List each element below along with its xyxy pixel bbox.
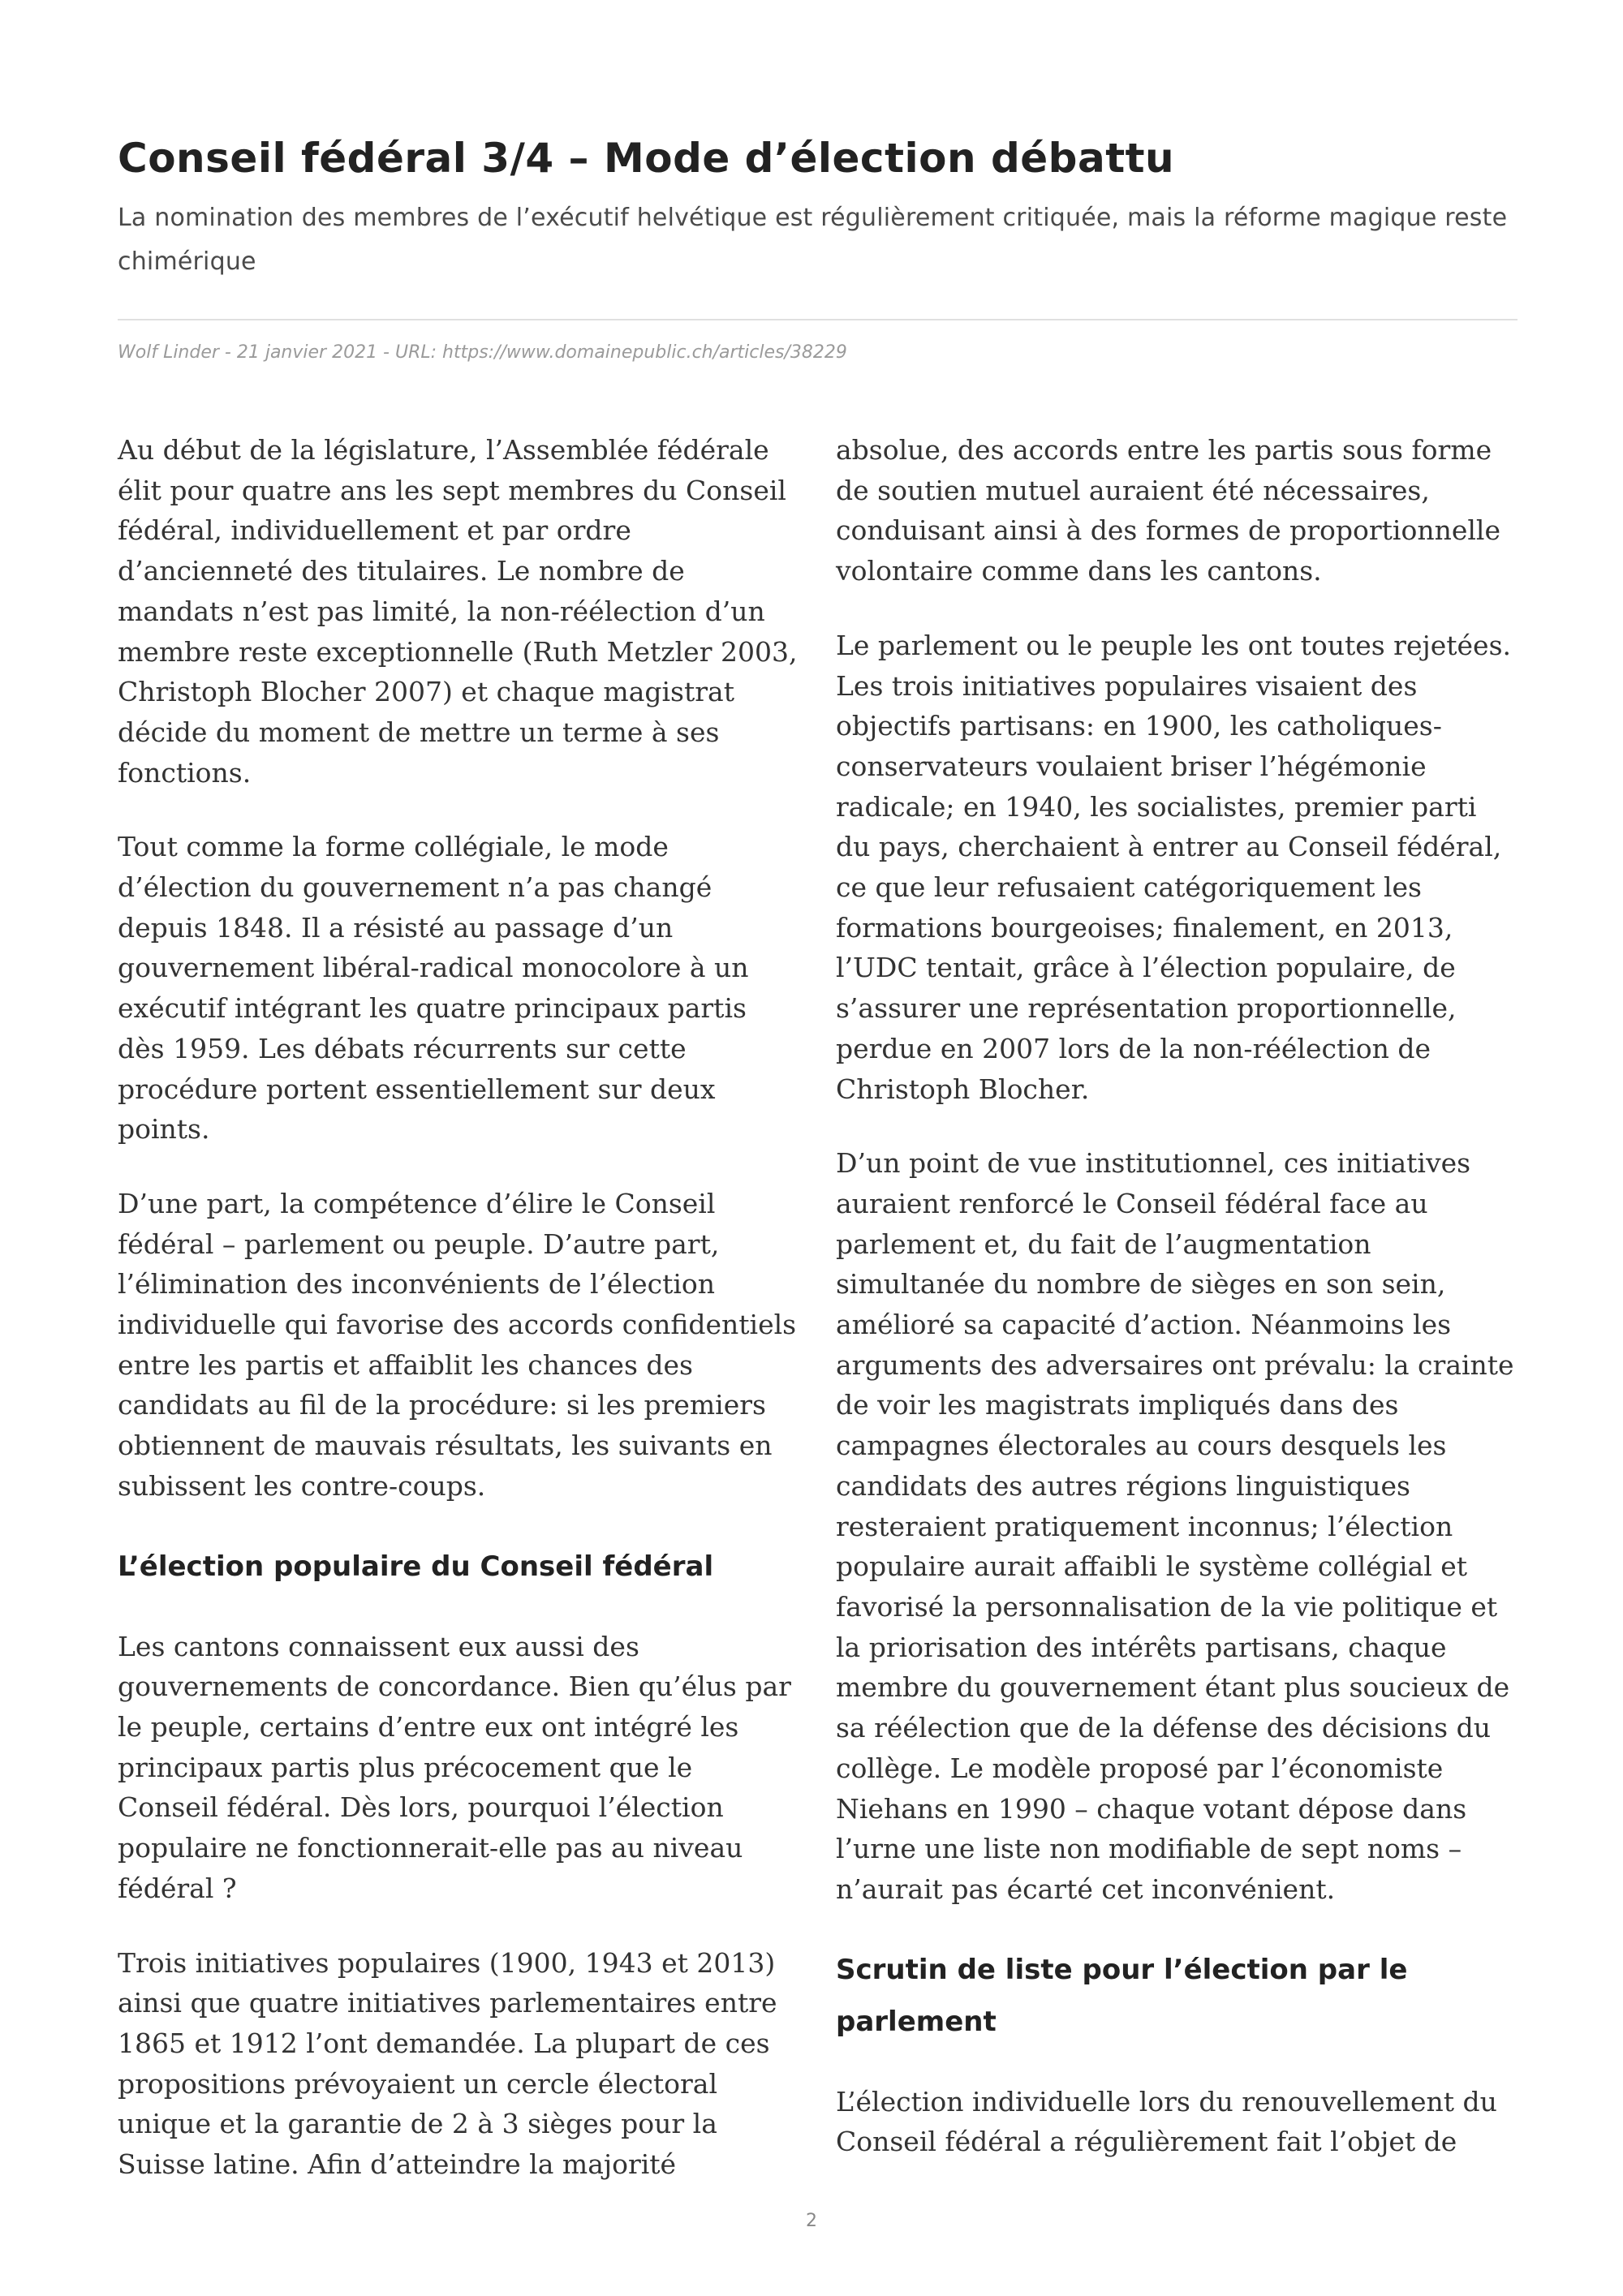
paragraph: Les cantons connaissent eux aussi des gouvernements de concordance. Bien qu’élus par le peuple, certains d’entre eux ont intégré les principaux partis plus précocement que le Conseil fédéral. Dès lors, pourquoi l’élection populaire ne fonctionnerait-elle pas au niveau fédéral ? <box>118 1630 791 1904</box>
section-heading: L’élection populaire du Conseil fédéral <box>118 1550 714 1583</box>
paragraph: D’un point de vue institutionnel, ces initiatives auraient renforcé le Conseil fédéral face au parlement et, du fait de l’augmentation simultanée du nombre de sièges en son sein, amélioré sa capacité d’action. Néanmoins les arguments des adversaires ont prévalu: la crainte de voir les magistrats impliqués dans des campagnes électorales au cours desquels les candidats des autres régions linguistiques resteraient pratiquement inconnus; l’élection populaire aurait affaibli le système collégial et favorisé la personnalisation de la vie politique et la priorisation des intérêts partisans, chaque membre du gouvernement étant plus soucieux de sa réélection que de la défense des décisions du collège. Le modèle proposé par l’économiste Niehans en 1990 – chaque votant dépose dans l’urne une liste non modifiable de sept noms – n’aurait pas écarté cet inconvénient. <box>836 1147 1514 1905</box>
article-subtitle: La nomination des membres de l’exécutif helvétique est régulièrement critiquée, mais la réforme magique reste chimérique <box>118 204 1508 276</box>
paragraph: Au début de la législature, l’Assemblée fédérale élit pour quatre ans les sept membres du Conseil fédéral, individuellement et par ordre d’ancienneté des titulaires. Le nombre de mandats n’est pas limité, la non-réélection d’un membre reste exceptionnelle (Ruth Metzler 2003, Christoph Blocher 2007) et chaque magistrat décide du moment de mettre un terme à ses fonctions. <box>118 434 798 789</box>
section-heading: Scrutin de liste pour l’élection par le parlement <box>836 1953 1408 2038</box>
paragraph: D’une part, la compétence d’élire le Conseil fédéral – parlement ou peuple. D’autre part, l’élimination des inconvénients de l’élection individuelle qui favorise des accords confidentiels entre les partis et affaiblit les chances des candidats au fil de la procédure: si les premiers obtiennent de mauvais résultats, les suivants en subissent les contre-coups. <box>118 1187 797 1502</box>
paragraph: absolue, des accords entre les partis sous forme de soutien mutuel auraient été nécessaires, conduisant ainsi à des formes de proportionnelle volontaire comme dans les cantons. <box>836 434 1500 587</box>
left-column <box>118 430 799 2219</box>
article-meta: Wolf Linder - 21 janvier 2021 - URL: https://www.domainepublic.ch/articles/38229 <box>118 342 847 363</box>
right-column <box>836 430 1518 2196</box>
paragraph: Trois initiatives populaires (1900, 1943 et 2013) ainsi que quatre initiatives parlementaires entre 1865 et 1912 l’ont demandée. La plupart de ces propositions prévoyaient un cercle électoral unique et la garantie de 2 à 3 sièges pour la Suisse latine. Afin d’atteindre la majorité <box>118 1946 777 2181</box>
paragraph: Tout comme la forme collégiale, le mode d’élection du gouvernement n’a pas changé depuis 1848. Il a résisté au passage d’un gouvernement libéral-radical monocolore à un exécutif intégrant les quatre principaux partis dès 1959. Les débats récurrents sur cette procédure portent essentiellement sur deux points. <box>118 831 749 1146</box>
page-number: 2 <box>806 2211 817 2231</box>
article-header <box>118 130 1518 284</box>
paragraph: Le parlement ou le peuple les ont toutes rejetées. Les trois initiatives populaires visaient des objectifs partisans: en 1900, les catholiques-conservateurs voulaient briser l’hégémonie radicale; en 1940, les socialistes, premier parti du pays, cherchaient à entrer au Conseil fédéral, ce que leur refusaient catégoriquement les formations bourgeoises; finalement, en 2013, l’UDC tentait, grâce à l’élection populaire, de s’assurer une représentation proportionnelle, perdue en 2007 lors de la non-réélection de Christoph Blocher. <box>836 629 1511 1105</box>
article-title: Conseil fédéral 3/4 – Mode d’élection débattu <box>118 135 1175 182</box>
paragraph: L’élection individuelle lors du renouvellement du Conseil fédéral a régulièrement fait l’objet de <box>836 2085 1497 2158</box>
header-divider <box>118 319 1518 320</box>
